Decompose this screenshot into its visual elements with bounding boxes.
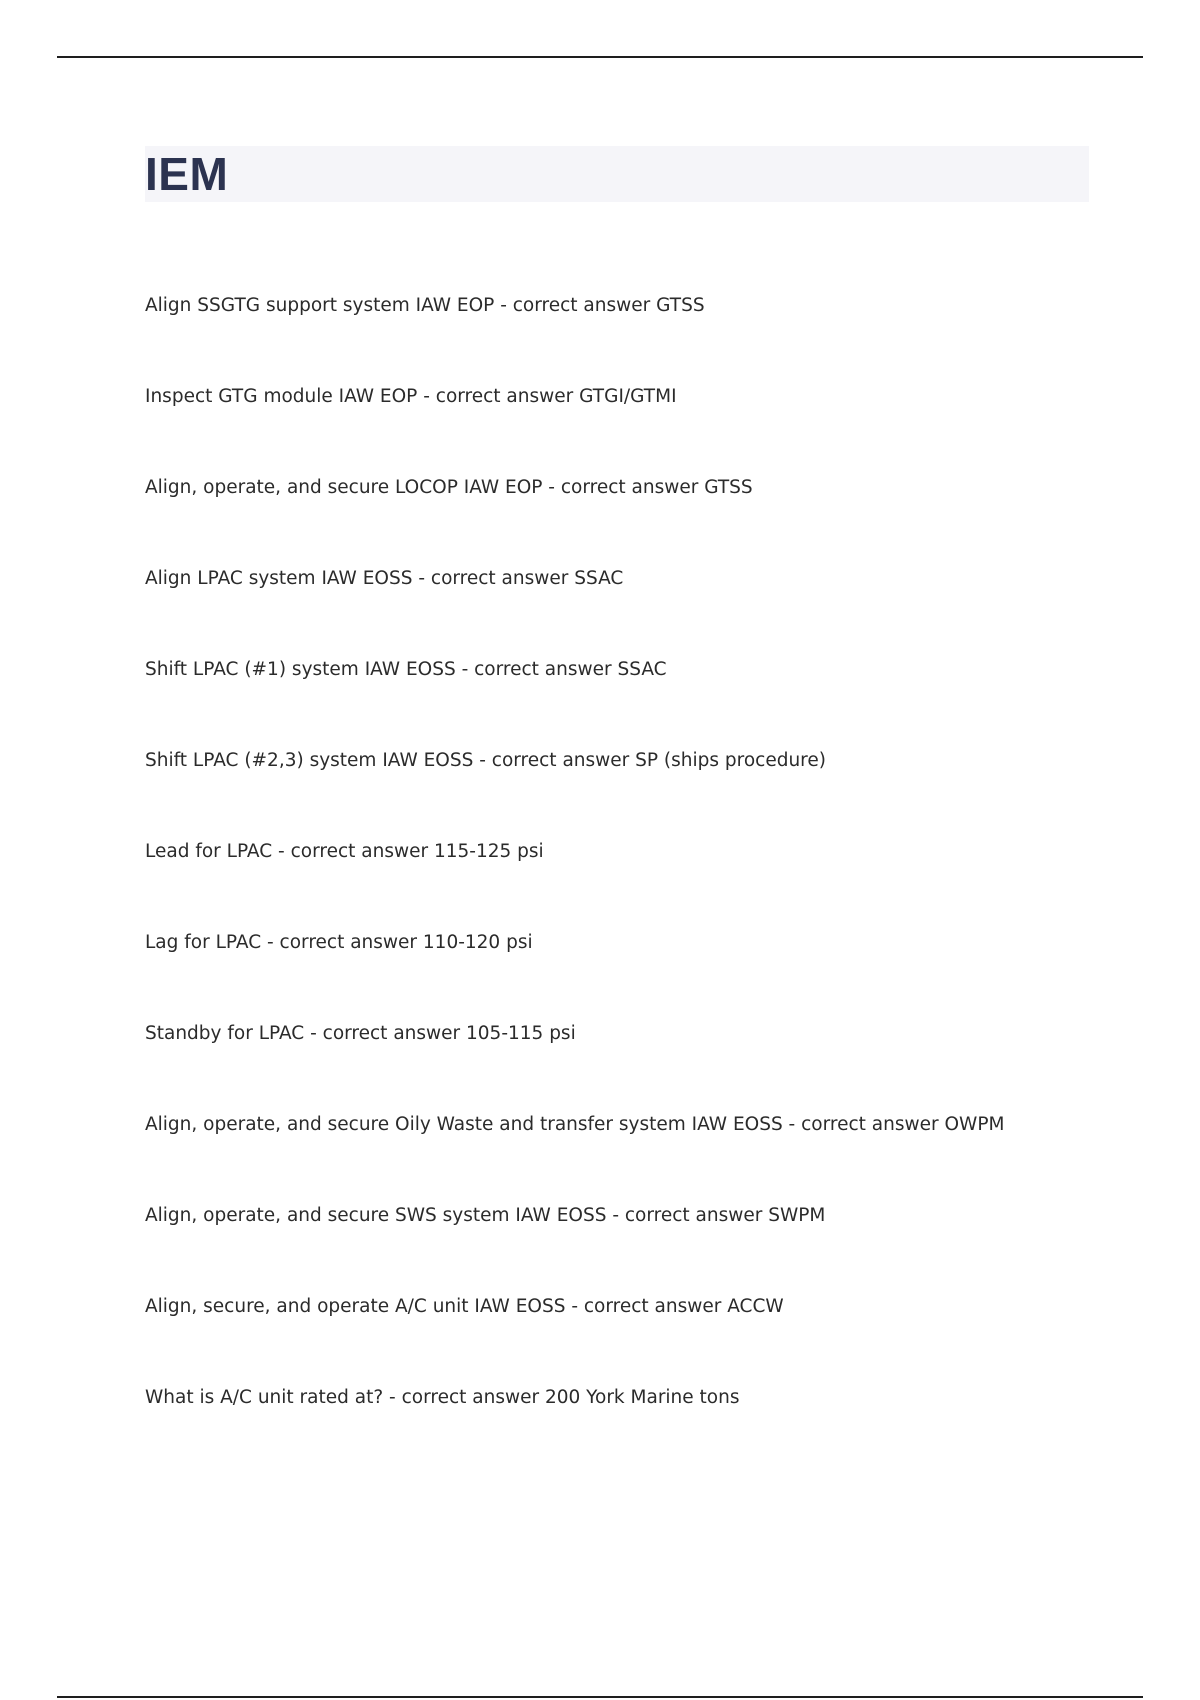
qa-item: Shift LPAC (#2,3) system IAW EOSS - correct answer SP (ships procedure): [145, 750, 826, 771]
qa-list: [145, 292, 1105, 1475]
bottom-rule: [57, 1696, 1143, 1698]
qa-item: Inspect GTG module IAW EOP - correct answer GTGI/GTMI: [145, 386, 677, 407]
qa-item: Align LPAC system IAW EOSS - correct answer SSAC: [145, 568, 624, 589]
qa-item: Align SSGTG support system IAW EOP - correct answer GTSS: [145, 295, 705, 316]
qa-item: Shift LPAC (#1) system IAW EOSS - correct answer SSAC: [145, 659, 667, 680]
qa-item: What is A/C unit rated at? - correct answer 200 York Marine tons: [145, 1387, 740, 1408]
title-band: [145, 146, 1089, 202]
top-rule: [57, 56, 1143, 58]
qa-item: Align, secure, and operate A/C unit IAW EOSS - correct answer ACCW: [145, 1296, 784, 1317]
qa-item: Align, operate, and secure SWS system IAW EOSS - correct answer SWPM: [145, 1205, 826, 1226]
qa-item: Lag for LPAC - correct answer 110-120 psi: [145, 932, 533, 953]
document-title: IEM: [145, 148, 229, 200]
qa-item: Align, operate, and secure Oily Waste and transfer system IAW EOSS - correct answer OWPM: [145, 1114, 1005, 1135]
qa-item: Lead for LPAC - correct answer 115-125 psi: [145, 841, 544, 862]
qa-item: Align, operate, and secure LOCOP IAW EOP - correct answer GTSS: [145, 477, 753, 498]
qa-item: Standby for LPAC - correct answer 105-115 psi: [145, 1023, 576, 1044]
